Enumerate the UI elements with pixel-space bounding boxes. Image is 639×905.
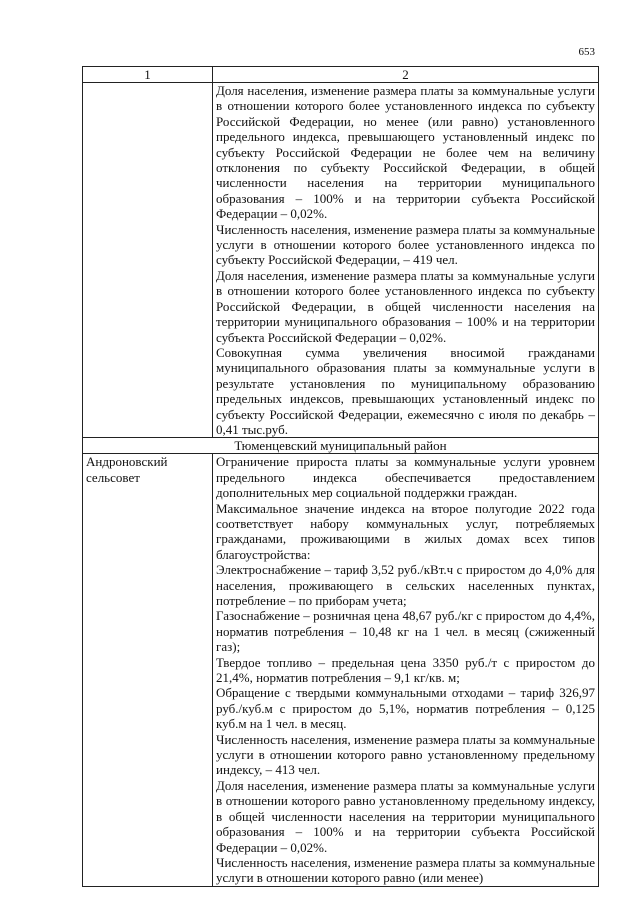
paragraph: Газоснабжение – розничная цена 48,67 руб./кг с приростом до 4,4%, норматив потребления – 10,48 кг на 1 чел. в месяц (сжиженный газ); <box>216 608 595 655</box>
paragraph: Твердое топливо – предельная цена 3350 руб./т с приростом до 21,4%, норматив потребления – 9,1 кг/кв. м; <box>216 654 595 686</box>
paragraph: Численность населения, изменение размера платы за коммунальные услуги в отношении которого равно установленному предельному индексу, – 413 чел. <box>216 731 595 778</box>
table-header-row <box>83 67 599 83</box>
district-row <box>83 438 599 454</box>
district-title: Тюменцевский муниципальный район <box>83 438 599 454</box>
row1-content-cell <box>213 83 599 438</box>
row2-content-cell <box>213 454 599 886</box>
page-number: 653 <box>578 46 595 58</box>
paragraph: Доля населения, изменение размера платы за коммунальные услуги в отношении которого более установленного индекса по субъекту Российской Федерации, но менее (или равно) установленного предельного индекса, превышающего установленный индекс по субъекту Российской Федерации не более чем на величину отклонения по субъекту Российской Федерации, в общей численности населения на территории муниципального образования – 100% и на территории субъекта Российской Федерации – 0,02%. <box>216 83 595 222</box>
paragraph: Ограничение прироста платы за коммунальные услуги уровнем предельного индекса обеспечивается предоставлением дополнительных мер социальной поддержки граждан. <box>216 454 595 501</box>
paragraph: Совокупная сумма увеличения вносимой гражданами муниципального образования платы за коммунальные услуги в результате установления по муниципальному образованию предельных индексов, превышающих установленный индекс по субъекту Российской Федерации, ежемесячно с июля по декабрь – 0,41 тыс.руб. <box>216 344 595 437</box>
table-row <box>83 83 599 438</box>
column-header-2: 2 <box>213 67 599 83</box>
paragraph: Максимальное значение индекса на второе полугодие 2022 года соответствует набору коммунальных услуг, потребляемых гражданами, проживающими в жилых домах всех типов благоустройства: <box>216 500 595 562</box>
paragraph: Численность населения, изменение размера платы за коммунальные услуги в отношении которого равно (или менее) <box>216 854 595 886</box>
paragraph: Электроснабжение – тариф 3,52 руб./кВт.ч с приростом до 4,0% для населения, проживающего в сельских населенных пунктах, потребление – по приборам учета; <box>216 562 595 608</box>
paragraph: Численность населения, изменение размера платы за коммунальные услуги в отношении которого более установленного индекса по субъекту Российской Федерации, – 419 чел. <box>216 221 595 268</box>
empty-cell <box>83 83 213 438</box>
table-row <box>83 454 599 886</box>
paragraph: Доля населения, изменение размера платы за коммунальные услуги в отношении которого более установленного индекса по субъекту Российской Федерации, в общей численности населения на территории муниципального образования – 100% и на территории субъекта Российской Федерации – 0,02%. <box>216 267 595 345</box>
municipality-name: Андроновский сельсовет <box>83 454 213 886</box>
column-header-1: 1 <box>83 67 213 83</box>
paragraph: Доля населения, изменение размера платы за коммунальные услуги в отношении которого равно установленному предельному индексу, в общей численности населения на территории муниципального образования – 100% и на территории субъекта Российской Федерации – 0,02%. <box>216 777 595 855</box>
document-table <box>82 66 599 887</box>
paragraph: Обращение с твердыми коммунальными отходами – тариф 326,97 руб./куб.м с приростом до 5,1%, норматив потребления – 0,125 куб.м на 1 чел. в месяц. <box>216 685 595 732</box>
